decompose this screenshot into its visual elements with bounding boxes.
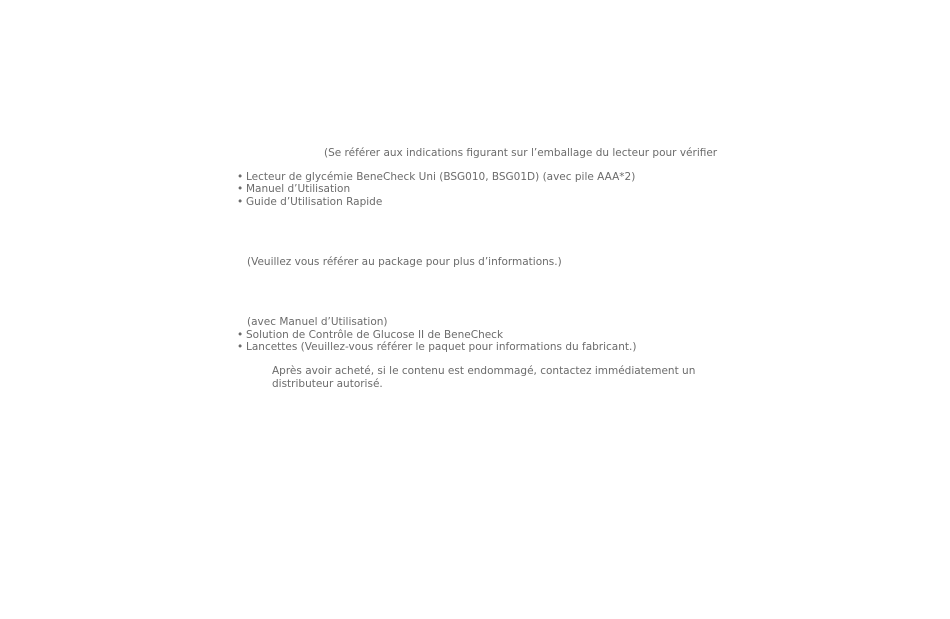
other-item (237, 341, 636, 354)
bullet-icon: • (237, 341, 244, 353)
bullet-icon: • (237, 171, 244, 183)
manual-note: (avec Manuel d’Utilisation) (247, 316, 388, 328)
bullet-icon: • (237, 196, 244, 208)
other-item-label: Lancettes (Veuillez-vous référer le paquet pour informations du fabricant.) (246, 341, 637, 353)
kit-item (237, 196, 382, 209)
warning-line-1: Après avoir acheté, si le contenu est endommagé, contactez immédiatement un (272, 365, 696, 377)
kit-item-label: Manuel d’Utilisation (246, 183, 351, 195)
header-note: (Se référer aux indications figurant sur l’emballage du lecteur pour vérifier (324, 147, 718, 159)
kit-item-label: Guide d’Utilisation Rapide (246, 196, 383, 208)
bullet-icon: • (237, 183, 244, 195)
other-item-label: Solution de Contrôle de Glucose II de BeneCheck (246, 329, 504, 341)
kit-item-label: Lecteur de glycémie BeneCheck Uni (BSG010, BSG01D) (avec pile AAA*2) (246, 171, 636, 183)
package-note: (Veuillez vous référer au package pour plus d’informations.) (247, 256, 562, 268)
bullet-icon: • (237, 329, 244, 341)
warning-line-2: distributeur autorisé. (272, 378, 383, 390)
kit-item (237, 183, 350, 196)
